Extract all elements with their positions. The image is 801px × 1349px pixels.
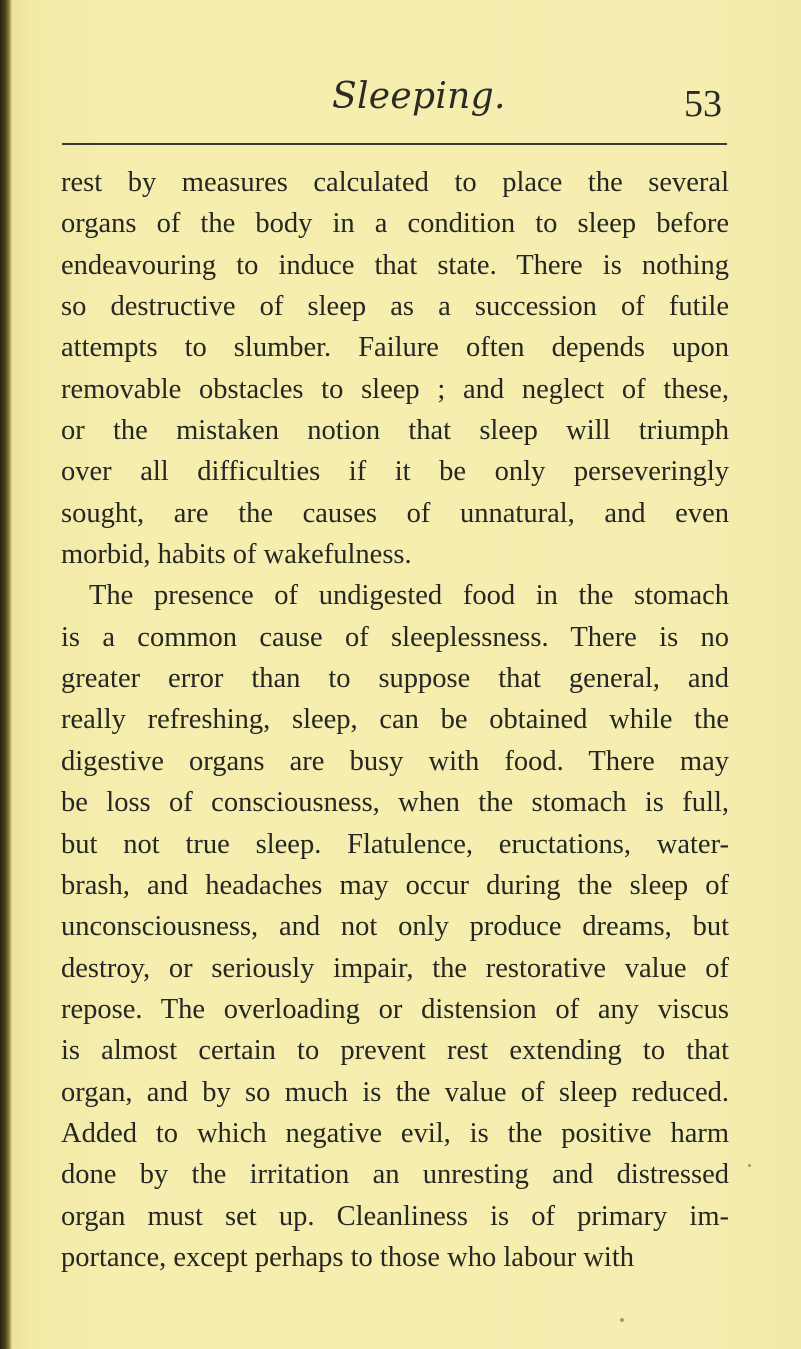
paragraph-start-line: The presence of undigested food in the stomach [89, 580, 729, 612]
text-line: really refreshing, sleep, can be obtained while the [61, 704, 729, 736]
running-head-title: Sleeping. [332, 76, 506, 117]
paper-speck [748, 1164, 751, 1167]
paper-speck [620, 1318, 624, 1322]
text-line: or the mistaken notion that sleep will triumph [61, 415, 729, 447]
body-text [61, 162, 729, 1278]
text-line: removable obstacles to sleep ; and neglect of these, [61, 373, 729, 405]
text-line: sought, are the causes of unnatural, and even [61, 497, 729, 529]
text-line: attempts to slumber. Failure often depends upon [61, 332, 729, 364]
text-line: portance, except perhaps to those who labour with [61, 1241, 634, 1273]
text-line: organ, and by so much is the value of sleep reduced. [61, 1076, 729, 1108]
page-number: 53 [684, 83, 722, 125]
text-line: destroy, or seriously impair, the restorative value of [61, 952, 729, 984]
text-line: is almost certain to prevent rest extending to that [61, 1035, 729, 1067]
text-line: done by the irritation an unresting and distressed [61, 1159, 729, 1191]
text-line: greater error than to suppose that general, and [61, 663, 729, 695]
paragraph-end-line: morbid, habits of wakefulness. [61, 539, 412, 571]
text-line: repose. The overloading or distension of any viscus [61, 993, 729, 1025]
text-line: Added to which negative evil, is the positive harm [61, 1117, 729, 1149]
text-line: unconsciousness, and not only produce dreams, but [61, 911, 729, 943]
text-line: so destructive of sleep as a succession of futile [61, 291, 729, 323]
text-line: is a common cause of sleeplessness. There is no [61, 621, 729, 653]
text-line: organs of the body in a condition to sleep before [61, 208, 729, 240]
text-line: over all difficulties if it be only perseveringly [61, 456, 729, 488]
text-line: be loss of consciousness, when the stomach is full, [61, 787, 729, 819]
text-line: but not true sleep. Flatulence, eructations, water- [61, 828, 729, 860]
text-line: endeavouring to induce that state. There is nothing [61, 249, 729, 281]
text-line: brash, and headaches may occur during the sleep of [61, 869, 729, 901]
page-binding-edge [0, 0, 12, 1349]
running-head [60, 62, 728, 125]
header-rule [62, 143, 727, 145]
text-line: organ must set up. Cleanliness is of primary im- [61, 1200, 729, 1232]
text-line: digestive organs are busy with food. There may [61, 745, 729, 777]
text-line: rest by measures calculated to place the several [61, 167, 729, 198]
